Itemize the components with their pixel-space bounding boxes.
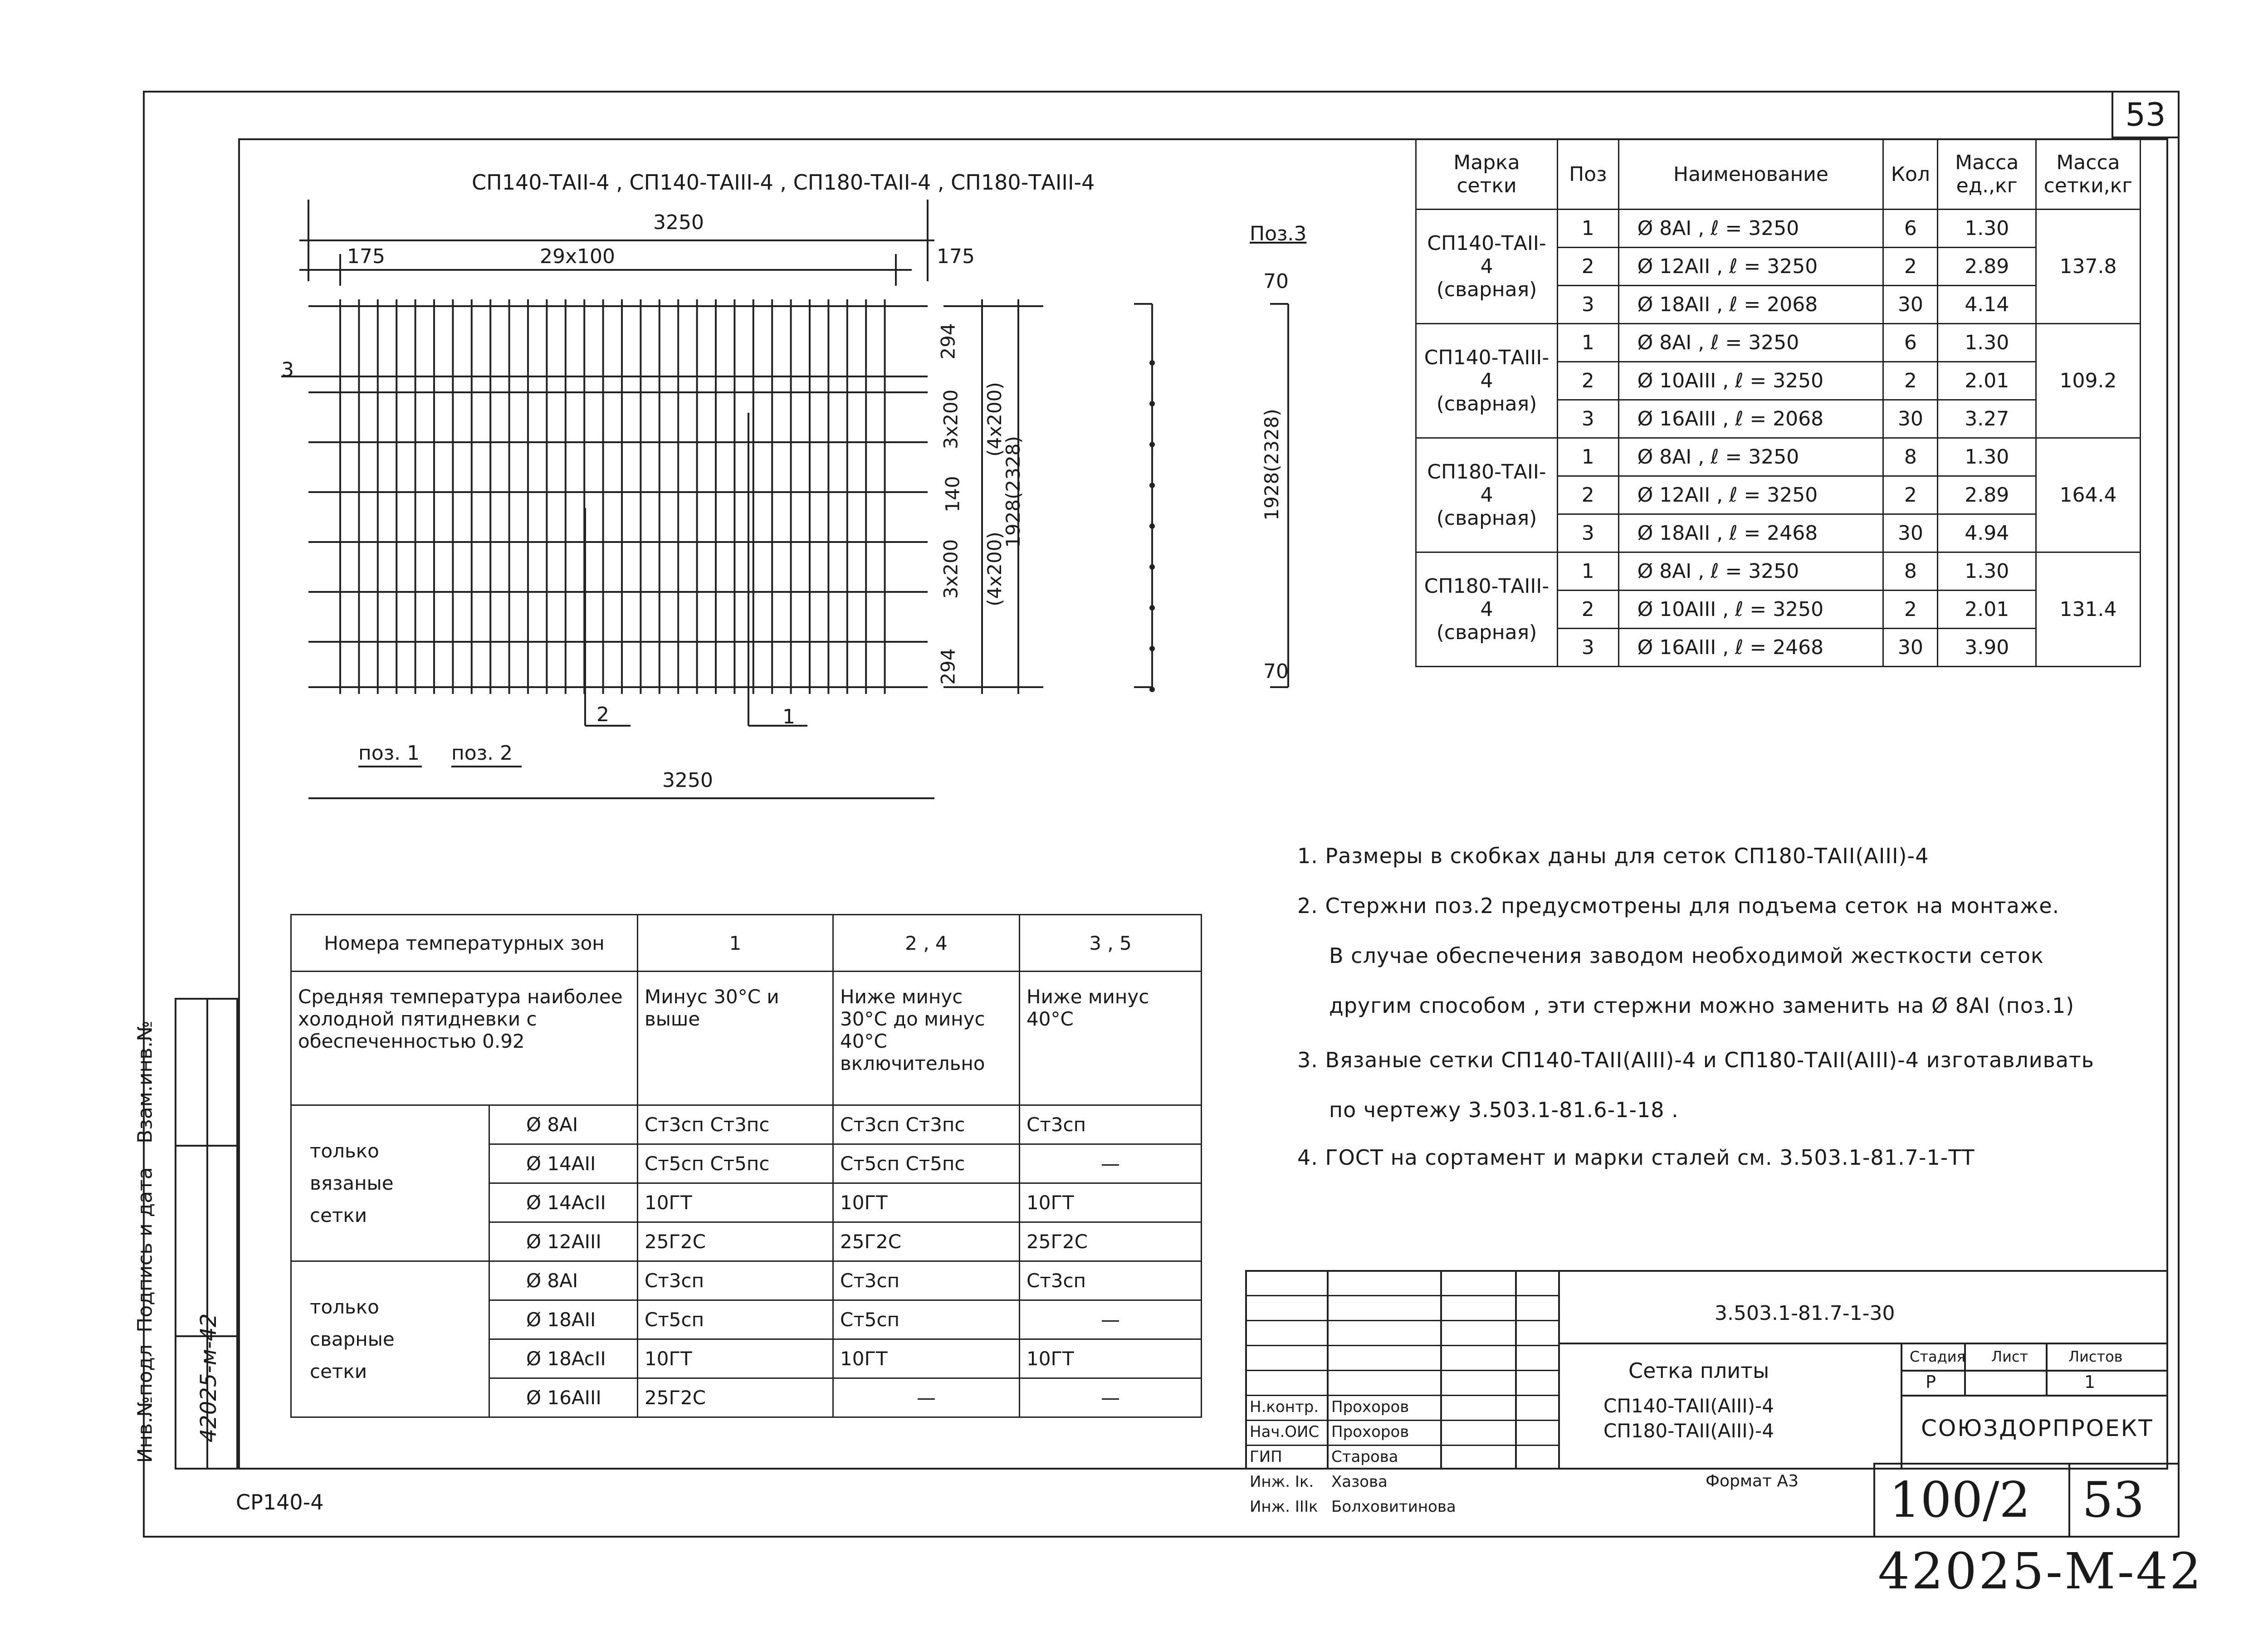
temp-condition-zone1: Минус 30°С и выше xyxy=(638,972,833,1105)
spec-qty: 8 xyxy=(1883,552,1938,591)
pos-mark-3: 3 xyxy=(281,358,294,381)
temp-header-zones: Номера температурных зон xyxy=(291,915,638,972)
temp-row xyxy=(291,1261,1202,1300)
signatory-role: Нач.ОИС xyxy=(1250,1423,1320,1441)
signatory-role: Инж. IIIк xyxy=(1250,1498,1318,1516)
signatory-name: Прохоров xyxy=(1331,1398,1409,1416)
spec-header-pos: Поз xyxy=(1558,139,1619,210)
spec-name: Ø 8AI , ℓ = 3250 xyxy=(1618,552,1883,591)
spec-name: Ø 8AI , ℓ = 3250 xyxy=(1618,324,1883,362)
temp-steel-grade: 10ГТ xyxy=(638,1339,833,1378)
spec-header-unit-mass: Масса ед.,кг xyxy=(1938,139,2036,210)
drawing-title: СП140-ТАII-4 , СП140-ТАIII-4 , СП180-ТАII-4 , СП180-ТАIII-4 xyxy=(472,170,1095,195)
temp-steel-grade: Ст5сп Ст5пс xyxy=(833,1144,1020,1183)
spec-unit-mass: 2.89 xyxy=(1938,248,2036,286)
spec-qty: 30 xyxy=(1883,514,1938,552)
dim-v-top: 294 xyxy=(937,323,959,360)
spec-mark-type: (сварная) xyxy=(1436,507,1537,530)
temp-steel-grade: Ст3сп Ст3пс xyxy=(833,1105,1020,1144)
poz3-section-dot xyxy=(1149,564,1155,570)
temp-steel-grade: Ст5сп Ст5пс xyxy=(638,1144,833,1183)
temp-steel-grade: Ст5сп xyxy=(638,1300,833,1339)
spec-total-mass: 131.4 xyxy=(2036,552,2140,667)
stage-header: Стадия xyxy=(1910,1348,1965,1365)
spec-unit-mass: 2.01 xyxy=(1938,362,2036,400)
spec-qty: 2 xyxy=(1883,476,1938,514)
dim-edge-right: 175 xyxy=(937,245,975,268)
temp-header-zone24: 2 , 4 xyxy=(833,915,1020,972)
stamp-inventory-number: 42025-м-42 xyxy=(196,1313,221,1443)
doc-sub1: СП140-ТАII(AIII)-4 xyxy=(1603,1395,1774,1417)
dim-edge-left: 175 xyxy=(347,245,385,268)
temp-steel-grade: 10ГТ xyxy=(833,1183,1020,1222)
sheet-box-left: 100/2 xyxy=(1889,1472,2031,1529)
temp-steel-grade: 10ГТ xyxy=(638,1183,833,1222)
signatory-role: Н.контр. xyxy=(1250,1398,1319,1416)
poz3-section-dot xyxy=(1149,523,1155,529)
doc-code: 3.503.1-81.7-1-30 xyxy=(1715,1302,1895,1325)
dim-v-a2: (4x200) xyxy=(983,382,1006,457)
spec-row xyxy=(1416,324,2141,362)
temperature-table xyxy=(290,914,1202,1418)
spec-name: Ø 18AII , ℓ = 2068 xyxy=(1618,286,1883,324)
organization: СОЮЗДОРПРОЕКТ xyxy=(1921,1415,2154,1441)
spec-qty: 30 xyxy=(1883,400,1938,438)
doc-sub2: СП180-ТАII(AIII)-4 xyxy=(1603,1420,1774,1442)
spec-unit-mass: 1.30 xyxy=(1938,324,2036,362)
spec-name: Ø 8AI , ℓ = 3250 xyxy=(1618,438,1883,476)
spec-mark-name: СП140-ТАIII-4 xyxy=(1424,346,1549,392)
spec-mark-name: СП180-ТАIII-4 xyxy=(1424,575,1549,621)
poz3-label: Поз.3 xyxy=(1250,222,1307,245)
group-label-line: сварные xyxy=(310,1328,395,1350)
dim-middle: 29x100 xyxy=(540,245,616,268)
note-3: 3. Вязаные сетки СП140-ТАII(AIII)-4 и СП180-ТАII(AIII)-4 изготавливать xyxy=(1297,1048,2094,1072)
temp-header-zone35: 3 , 5 xyxy=(1020,915,1202,972)
temp-bar-grade: Ø 12AIII xyxy=(489,1222,638,1261)
spec-mark xyxy=(1416,210,1558,324)
spec-qty: 6 xyxy=(1883,210,1938,248)
spec-row xyxy=(1416,438,2141,476)
temp-steel-grade: Ст3сп xyxy=(638,1261,833,1300)
spec-mark-name: СП140-ТАII-4 xyxy=(1427,232,1546,278)
spec-mark xyxy=(1416,324,1558,438)
temp-condition-zone24: Ниже минус 30°С до минус 40°С включительно xyxy=(833,972,1020,1105)
spec-mark xyxy=(1416,438,1558,552)
dim-total-top: 3250 xyxy=(653,211,704,234)
dim-v-total: 1928(2328) xyxy=(1002,436,1024,548)
dim-total-bottom: 3250 xyxy=(662,769,713,792)
temp-steel-grade: 10ГТ xyxy=(833,1339,1020,1378)
temp-steel-grade: — xyxy=(1020,1300,1202,1339)
note-2-cont2: другим способом , эти стержни можно заменить на Ø 8AI (поз.1) xyxy=(1329,993,2075,1018)
stamp-label-signature: Подпись и дата xyxy=(133,1167,157,1333)
note-1: 1. Размеры в скобках даны для сеток СП180-ТАII(AIII)-4 xyxy=(1297,844,1929,868)
knitted-group-label xyxy=(291,1105,489,1261)
temp-steel-grade: 10ГТ xyxy=(1020,1183,1202,1222)
temp-steel-grade: Ст3сп xyxy=(1020,1261,1202,1300)
spec-pos: 3 xyxy=(1558,400,1619,438)
sheet-number: 53 xyxy=(2125,96,2166,133)
spec-mark-type: (сварная) xyxy=(1436,621,1537,644)
spec-header-qty: Кол xyxy=(1883,139,1938,210)
spec-name: Ø 16AIII , ℓ = 2068 xyxy=(1618,400,1883,438)
spec-qty: 2 xyxy=(1883,362,1938,400)
temp-bar-grade: Ø 14AcII xyxy=(489,1183,638,1222)
spec-name: Ø 10AIII , ℓ = 3250 xyxy=(1618,591,1883,629)
spec-name: Ø 12AII , ℓ = 3250 xyxy=(1618,476,1883,514)
spec-pos: 3 xyxy=(1558,629,1619,667)
temp-bar-grade: Ø 14AII xyxy=(489,1144,638,1183)
temp-bar-grade: Ø 8AI xyxy=(489,1261,638,1300)
sheet-header: Лист xyxy=(1991,1348,2028,1365)
spec-row xyxy=(1416,210,2141,248)
sheet-number-box xyxy=(2112,91,2180,138)
poz3-section-dot xyxy=(1149,401,1155,406)
poz3-length: 1928(2328) xyxy=(1260,409,1283,521)
spec-pos: 1 xyxy=(1558,324,1619,362)
dim-v-b1: 3x200 xyxy=(939,539,962,599)
dim-v-a1: 3x200 xyxy=(939,389,962,449)
spec-qty: 8 xyxy=(1883,438,1938,476)
mesh-drawing xyxy=(0,0,1361,816)
poz3-bottom: 70 xyxy=(1263,660,1289,683)
sheet-box-right: 53 xyxy=(2082,1472,2145,1529)
poz3-section-dot xyxy=(1149,442,1155,447)
spec-qty: 2 xyxy=(1883,591,1938,629)
poz3-section-dot xyxy=(1149,646,1155,651)
note-3-cont: по чертежу 3.503.1-81.6-1-18 . xyxy=(1329,1098,1679,1122)
spec-pos: 2 xyxy=(1558,362,1619,400)
spec-qty: 6 xyxy=(1883,324,1938,362)
welded-group-label xyxy=(291,1261,489,1417)
signatory-name: Хазова xyxy=(1331,1473,1388,1491)
spec-mark-type: (сварная) xyxy=(1436,392,1537,415)
temp-header-zone1: 1 xyxy=(638,915,833,972)
temp-steel-grade: — xyxy=(1020,1378,1202,1417)
dim-v-b2: (4x200) xyxy=(983,532,1006,606)
group-label-line: сетки xyxy=(310,1204,367,1226)
temp-bar-grade: Ø 16AIII xyxy=(489,1378,638,1417)
spec-total-mass: 109.2 xyxy=(2036,324,2140,438)
spec-unit-mass: 4.94 xyxy=(1938,514,2036,552)
temp-condition-zone35: Ниже минус 40°С xyxy=(1020,972,1202,1105)
dim-v-bottom: 294 xyxy=(937,648,959,685)
spec-mark-type: (сварная) xyxy=(1436,278,1537,301)
spec-unit-mass: 1.30 xyxy=(1938,552,2036,591)
spec-pos: 3 xyxy=(1558,514,1619,552)
temp-steel-grade: Ст3сп xyxy=(833,1261,1020,1300)
spec-pos: 2 xyxy=(1558,248,1619,286)
group-label-line: сетки xyxy=(310,1360,367,1382)
spec-header-mark: Марка сетки xyxy=(1416,139,1558,210)
bottom-left-code: СР140-4 xyxy=(236,1490,324,1514)
poz3-section-dot xyxy=(1149,605,1155,610)
spec-total-mass: 164.4 xyxy=(2036,438,2140,552)
note-2: 2. Стержни поз.2 предусмотрены для подъема сеток на монтаже. xyxy=(1297,894,2060,918)
poz3-section-dot xyxy=(1149,483,1155,488)
spec-name: Ø 10AIII , ℓ = 3250 xyxy=(1618,362,1883,400)
pos-mark-2: 2 xyxy=(596,703,609,726)
spec-name: Ø 8AI , ℓ = 3250 xyxy=(1618,210,1883,248)
signatory-name: Старова xyxy=(1331,1448,1398,1466)
stage-value: Р xyxy=(1926,1372,1936,1392)
spec-header-total-mass: Масса сетки,кг xyxy=(2036,139,2140,210)
spec-row xyxy=(1416,552,2141,591)
group-label-line: вязаные xyxy=(310,1172,394,1194)
temp-steel-grade: Ст3сп Ст3пс xyxy=(638,1105,833,1144)
spec-unit-mass: 3.90 xyxy=(1938,629,2036,667)
spec-pos: 2 xyxy=(1558,476,1619,514)
spec-pos: 1 xyxy=(1558,210,1619,248)
temp-row xyxy=(291,1105,1202,1144)
temp-bar-grade: Ø 18AII xyxy=(489,1300,638,1339)
spec-qty: 30 xyxy=(1883,286,1938,324)
spec-unit-mass: 1.30 xyxy=(1938,438,2036,476)
temp-steel-grade: — xyxy=(833,1378,1020,1417)
poz3-top: 70 xyxy=(1263,270,1289,293)
temp-bar-grade: Ø 8AI xyxy=(489,1105,638,1144)
spec-unit-mass: 3.27 xyxy=(1938,400,2036,438)
archive-number: 42025-М-42 xyxy=(1878,1542,2203,1600)
spec-name: Ø 18AII , ℓ = 2468 xyxy=(1618,514,1883,552)
spec-pos: 1 xyxy=(1558,438,1619,476)
temp-steel-grade: — xyxy=(1020,1144,1202,1183)
poz3-section-dot xyxy=(1149,360,1155,366)
group-label-line: только xyxy=(310,1296,379,1318)
spec-total-mass: 137.8 xyxy=(2036,210,2140,324)
spec-name: Ø 12AII , ℓ = 3250 xyxy=(1618,248,1883,286)
signatory-role: Инж. Iк. xyxy=(1250,1473,1314,1491)
signatory-name: Болховитинова xyxy=(1331,1498,1456,1516)
spec-pos: 3 xyxy=(1558,286,1619,324)
spec-unit-mass: 2.89 xyxy=(1938,476,2036,514)
spec-header-name: Наименование xyxy=(1618,139,1883,210)
pos-mark-1: 1 xyxy=(782,705,795,728)
legend-pos1: поз. 1 xyxy=(358,742,420,765)
temp-steel-grade: Ст5сп xyxy=(833,1300,1020,1339)
spec-qty: 2 xyxy=(1883,248,1938,286)
spec-unit-mass: 1.30 xyxy=(1938,210,2036,248)
format-label: Формат А3 xyxy=(1706,1472,1799,1490)
spec-unit-mass: 4.14 xyxy=(1938,286,2036,324)
legend-pos2: поз. 2 xyxy=(451,742,513,765)
spec-name: Ø 16AIII , ℓ = 2468 xyxy=(1618,629,1883,667)
poz3-section-dot xyxy=(1149,687,1155,692)
temp-steel-grade: Ст3сп xyxy=(1020,1105,1202,1144)
doc-name: Сетка плиты xyxy=(1628,1358,1769,1383)
group-label-line: только xyxy=(310,1140,379,1162)
temp-steel-grade: 25Г2С xyxy=(638,1378,833,1417)
dim-v-mid: 140 xyxy=(941,476,964,513)
spec-unit-mass: 2.01 xyxy=(1938,591,2036,629)
note-4: 4. ГОСТ на сортамент и марки сталей см. 3.503.1-81.7-1-ТТ xyxy=(1297,1145,1975,1170)
stamp-label-inventory: Инв.№подл xyxy=(133,1344,157,1463)
temp-steel-grade: 10ГТ xyxy=(1020,1339,1202,1378)
spec-pos: 1 xyxy=(1558,552,1619,591)
temp-bar-grade: Ø 18AcII xyxy=(489,1339,638,1378)
temp-steel-grade: 25Г2С xyxy=(1020,1222,1202,1261)
note-2-cont1: В случае обеспечения заводом необходимой жесткости сеток xyxy=(1329,943,2044,968)
sheets-value: 1 xyxy=(2084,1372,2096,1392)
temp-condition-label: Средняя температура наиболее холодной пятидневки с обеспеченностью 0.92 xyxy=(291,972,638,1105)
spec-pos: 2 xyxy=(1558,591,1619,629)
stamp-label-replacement: Взам.инв.№ xyxy=(133,1021,157,1143)
temp-steel-grade: 25Г2С xyxy=(638,1222,833,1261)
temp-steel-grade: 25Г2С xyxy=(833,1222,1020,1261)
spec-mark xyxy=(1416,552,1558,667)
spec-table xyxy=(1415,138,2141,667)
sheets-header: Листов xyxy=(2068,1348,2123,1365)
signatory-name: Прохоров xyxy=(1331,1423,1409,1441)
signatory-role: ГИП xyxy=(1250,1448,1282,1466)
spec-mark-name: СП180-ТАII-4 xyxy=(1427,460,1546,507)
spec-qty: 30 xyxy=(1883,629,1938,667)
